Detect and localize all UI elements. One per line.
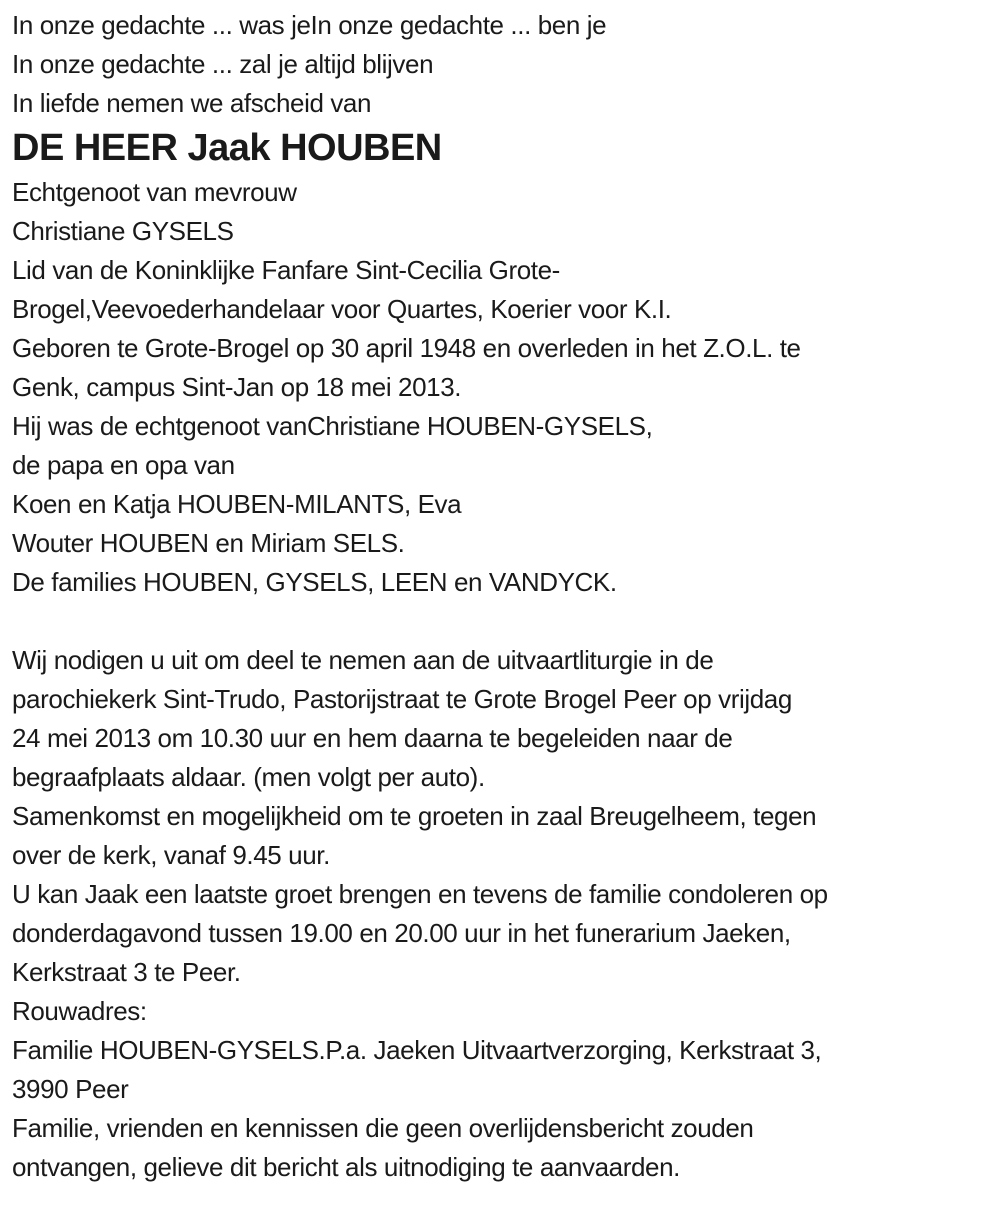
text-line: donderdagavond tussen 19.00 en 20.00 uur in het funerarium Jaeken, bbox=[12, 918, 791, 948]
text-line: Samenkomst en mogelijkheid om te groeten in zaal Breugelheem, tegen bbox=[12, 801, 817, 831]
text-line: Brogel,Veevoederhandelaar voor Quartes, Koerier voor K.I. bbox=[12, 294, 672, 324]
text-line: Echtgenoot van mevrouw bbox=[12, 177, 297, 207]
text-line: 24 mei 2013 om 10.30 uur en hem daarna te begeleiden naar de bbox=[12, 723, 733, 753]
text-line: In onze gedachte ... zal je altijd blijven bbox=[12, 49, 434, 79]
text-line: U kan Jaak een laatste groet brengen en tevens de familie condoleren op bbox=[12, 879, 828, 909]
text-line: De families HOUBEN, GYSELS, LEEN en VANDYCK. bbox=[12, 567, 617, 597]
text-line: Genk, campus Sint-Jan op 18 mei 2013. bbox=[12, 372, 462, 402]
text-line: begraafplaats aldaar. (men volgt per auto). bbox=[12, 762, 485, 792]
text-line: parochiekerk Sint-Trudo, Pastorijstraat te Grote Brogel Peer op vrijdag bbox=[12, 684, 792, 714]
text-line: Wij nodigen u uit om deel te nemen aan de uitvaartliturgie in de bbox=[12, 645, 714, 675]
text-line: Rouwadres: bbox=[12, 996, 147, 1026]
text-line: 3990 Peer bbox=[12, 1074, 129, 1104]
text-line: Koen en Katja HOUBEN-MILANTS, Eva bbox=[12, 489, 462, 519]
text-line: Familie, vrienden en kennissen die geen overlijdensbericht zouden bbox=[12, 1113, 754, 1143]
family-details-lines bbox=[12, 173, 990, 602]
text-line: de papa en opa van bbox=[12, 450, 235, 480]
funeral-announcement-lines bbox=[12, 641, 990, 1187]
text-line: Christiane GYSELS bbox=[12, 216, 234, 246]
text-line: Familie HOUBEN-GYSELS.P.a. Jaeken Uitvaartverzorging, Kerkstraat 3, bbox=[12, 1035, 822, 1065]
text-line: Hij was de echtgenoot vanChristiane HOUBEN-GYSELS, bbox=[12, 411, 653, 441]
text-line: In liefde nemen we afscheid van bbox=[12, 88, 372, 118]
text-line: Geboren te Grote-Brogel op 30 april 1948 en overleden in het Z.O.L. te bbox=[12, 333, 801, 363]
memorial-intro-lines bbox=[12, 6, 990, 123]
text-line: over de kerk, vanaf 9.45 uur. bbox=[12, 840, 330, 870]
text-line: Wouter HOUBEN en Miriam SELS. bbox=[12, 528, 405, 558]
text-line: ontvangen, gelieve dit bericht als uitnodiging te aanvaarden. bbox=[12, 1152, 680, 1182]
text-line: In onze gedachte ... was jeIn onze gedachte ... ben je bbox=[12, 10, 607, 40]
text-line: Kerkstraat 3 te Peer. bbox=[12, 957, 241, 987]
text-line: Lid van de Koninklijke Fanfare Sint-Cecilia Grote- bbox=[12, 255, 560, 285]
deceased-name-title: DE HEER Jaak HOUBEN bbox=[12, 127, 442, 169]
